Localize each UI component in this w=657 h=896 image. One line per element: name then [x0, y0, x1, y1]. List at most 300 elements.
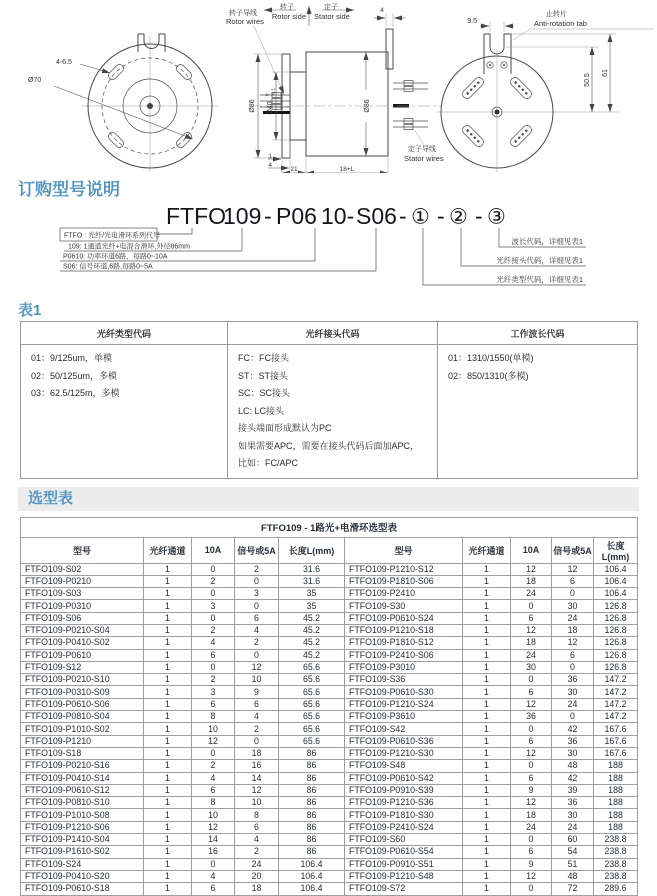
table1-body-row	[21, 345, 638, 479]
table-row	[21, 661, 638, 673]
value-cell: 0	[235, 735, 279, 747]
value-cell: 1	[463, 698, 511, 710]
value-cell: 1	[463, 797, 511, 809]
value-cell: 1	[463, 600, 511, 612]
value-cell: 12	[511, 747, 552, 759]
model-cell: FTFO109-P1210-S36	[345, 797, 463, 809]
value-cell: 65.6	[279, 723, 345, 735]
model-signal: S06	[356, 203, 397, 229]
value-cell: 188	[594, 809, 638, 821]
value-cell: 86	[279, 797, 345, 809]
value-cell: 1	[463, 883, 511, 895]
value-cell: 1	[144, 612, 192, 624]
value-cell: 1	[144, 883, 192, 895]
table1-header-fiber-type: 光纤类型代码	[21, 322, 228, 345]
value-cell: 51	[552, 858, 594, 870]
model-cell: FTFO109-P0610-S30	[345, 686, 463, 698]
table-row	[21, 612, 638, 624]
value-cell: 0	[235, 600, 279, 612]
table-row	[21, 711, 638, 723]
value-cell: 30	[511, 661, 552, 673]
value-cell: 1	[144, 661, 192, 673]
value-cell: 10	[235, 797, 279, 809]
value-cell: 36	[552, 797, 594, 809]
value-cell: 6	[552, 649, 594, 661]
model-cell: FTFO109-S03	[21, 588, 144, 600]
value-cell: 12	[235, 784, 279, 796]
value-cell: 60	[552, 834, 594, 846]
model-cell: FTFO109-P0610	[21, 649, 144, 661]
model-cell: FTFO109-S60	[345, 834, 463, 846]
rear-view-drawing	[437, 9, 654, 172]
value-cell: 1	[144, 772, 192, 784]
value-cell: 3	[192, 600, 235, 612]
value-cell: 1	[144, 747, 192, 759]
value-cell: 0	[235, 575, 279, 587]
value-cell: 1	[144, 624, 192, 636]
svg-text:-0.1: -0.1	[270, 88, 276, 96]
value-cell: 2	[192, 624, 235, 636]
value-cell: 4	[192, 870, 235, 882]
callout-connector: 光纤接头代码，详细见表1	[496, 256, 583, 265]
model-cell: FTFO109-P0810-S10	[21, 797, 144, 809]
svg-text:-: -	[437, 203, 445, 229]
table-cell-line: 01：1310/1550(单模)	[448, 353, 534, 363]
value-cell: 6	[511, 612, 552, 624]
model-cell: FTFO109-S42	[345, 723, 463, 735]
value-cell: 126.8	[594, 661, 638, 673]
value-cell: 18	[552, 624, 594, 636]
value-cell: 2	[192, 760, 235, 772]
model-cell: FTFO109-P0210-S16	[21, 760, 144, 772]
value-cell: 106.4	[594, 588, 638, 600]
value-cell: 188	[594, 772, 638, 784]
value-cell: 1	[463, 747, 511, 759]
value-cell: 289.6	[594, 883, 638, 895]
value-cell: 9	[235, 686, 279, 698]
svg-text:-: -	[264, 203, 272, 229]
svg-text:Ø40: Ø40	[267, 101, 274, 115]
stator-side-en: Stator side	[314, 12, 350, 21]
model-cell: FTFO109-P0210-S10	[21, 674, 144, 686]
value-cell: 12	[552, 637, 594, 649]
value-cell: 4	[235, 834, 279, 846]
callout-fiber-type: 光纤类型代码，详细见表1	[496, 275, 583, 284]
value-cell: 24	[552, 821, 594, 833]
value-cell: 24	[511, 649, 552, 661]
value-cell: 1	[463, 588, 511, 600]
value-cell: 1	[463, 760, 511, 772]
value-cell: 188	[594, 821, 638, 833]
value-cell: 188	[594, 784, 638, 796]
value-cell: 1	[144, 870, 192, 882]
value-cell: 12	[192, 735, 235, 747]
value-cell: 10	[192, 723, 235, 735]
value-cell: 188	[594, 760, 638, 772]
value-cell: 0	[511, 834, 552, 846]
value-cell: 2	[192, 674, 235, 686]
value-cell: 147.2	[594, 686, 638, 698]
model-cell: FTFO109-P0810-S04	[21, 711, 144, 723]
model-cell: FTFO109-S24	[21, 858, 144, 870]
value-cell: 0	[552, 661, 594, 673]
selection-table-title: FTFO109 - 1路光+电滑环选型表	[21, 517, 638, 537]
value-cell: 31.6	[279, 575, 345, 587]
value-cell: 6	[192, 698, 235, 710]
table-row	[21, 575, 638, 587]
model-cell: FTFO109-P0310-S09	[21, 686, 144, 698]
value-cell: 30	[552, 600, 594, 612]
value-cell: 0	[552, 711, 594, 723]
table-cell-line: SC：SC接头	[238, 388, 291, 398]
dim-tab-slot: 9.5	[467, 18, 477, 25]
model-power: P06	[276, 203, 317, 229]
model-cell: FTFO109-P1810-S30	[345, 809, 463, 821]
value-cell: 8	[192, 711, 235, 723]
value-cell: 1	[144, 711, 192, 723]
table1-header-wavelength: 工作波长代码	[438, 322, 638, 345]
header-fiber-channels: 光纤通道	[463, 537, 511, 563]
table-row	[21, 674, 638, 686]
table-row	[21, 797, 638, 809]
value-cell: 0	[552, 588, 594, 600]
table-cell-line: 如果需要APC，需要在接头代码后面加APC，	[238, 440, 420, 451]
value-cell: 6	[235, 612, 279, 624]
value-cell: 126.8	[594, 612, 638, 624]
value-cell: 12	[235, 661, 279, 673]
value-cell: 35	[279, 600, 345, 612]
value-cell: 12	[511, 698, 552, 710]
value-cell: 48	[552, 760, 594, 772]
value-cell: 1	[144, 834, 192, 846]
model-cell: FTFO109-S02	[21, 563, 144, 575]
value-cell: 16	[235, 760, 279, 772]
selection-table-body	[21, 563, 638, 895]
value-cell: 48	[552, 870, 594, 882]
value-cell: 86	[279, 846, 345, 858]
value-cell: 6	[511, 735, 552, 747]
value-cell: 1	[463, 858, 511, 870]
model-cell: FTFO109-P1810-S06	[345, 575, 463, 587]
value-cell: 9	[511, 784, 552, 796]
value-cell: 0	[511, 760, 552, 772]
value-cell: 1	[144, 858, 192, 870]
value-cell: 6	[235, 698, 279, 710]
svg-text:0: 0	[264, 93, 270, 96]
dim-outer-diameter: Ø70	[28, 77, 42, 84]
dim-length: 18+L	[339, 166, 355, 173]
table1-header-row	[21, 322, 638, 345]
header-model: 型号	[345, 537, 463, 563]
value-cell: 35	[279, 588, 345, 600]
model-cell: FTFO109-P2410	[345, 588, 463, 600]
value-cell: 238.8	[594, 858, 638, 870]
value-cell: 9	[511, 858, 552, 870]
table-row	[21, 563, 638, 575]
model-cell: FTFO109-P0610-S42	[345, 772, 463, 784]
table-row	[21, 588, 638, 600]
model-size: 109	[223, 203, 262, 229]
value-cell: 42	[552, 772, 594, 784]
value-cell: 3	[192, 686, 235, 698]
value-cell: 238.8	[594, 834, 638, 846]
header-length: 长度L(mm)	[594, 537, 638, 563]
value-cell: 86	[279, 747, 345, 759]
value-cell: 1	[463, 784, 511, 796]
selection-table-header-row	[21, 537, 638, 563]
value-cell: 126.8	[594, 637, 638, 649]
table-row	[21, 624, 638, 636]
model-cell: FTFO109-P0610-S36	[345, 735, 463, 747]
model-cell: FTFO109-P1210-S06	[21, 821, 144, 833]
header-10a: 10A	[511, 537, 552, 563]
value-cell: 2	[235, 563, 279, 575]
value-cell: 1	[463, 649, 511, 661]
value-cell: 65.6	[279, 661, 345, 673]
value-cell: 167.6	[594, 735, 638, 747]
table-row	[21, 637, 638, 649]
value-cell: 167.6	[594, 723, 638, 735]
selection-table-title-row	[21, 517, 638, 537]
selection-section-title: 选型表	[18, 487, 639, 511]
value-cell: 2	[235, 846, 279, 858]
value-cell: 10	[192, 809, 235, 821]
model-cell: FTFO109-P0610-S24	[345, 612, 463, 624]
model-callouts-right	[423, 228, 586, 285]
value-cell: 6	[235, 821, 279, 833]
value-cell: 65.6	[279, 735, 345, 747]
value-cell: 188	[594, 797, 638, 809]
value-cell: 72	[552, 883, 594, 895]
anti-rotation-tab-label-cn: 止转片	[546, 11, 567, 18]
value-cell: 65.6	[279, 674, 345, 686]
value-cell: 24	[511, 821, 552, 833]
model-cell: FTFO109-S48	[345, 760, 463, 772]
model-cell: FTFO109-P0610-S06	[21, 698, 144, 710]
value-cell: 1	[144, 649, 192, 661]
model-cell: FTFO109-P0410-S02	[21, 637, 144, 649]
value-cell: 106.4	[594, 575, 638, 587]
value-cell: 24	[552, 612, 594, 624]
model-power-amps: 10-	[321, 203, 355, 229]
technical-drawings	[0, 0, 657, 173]
model-code-2: ②	[449, 205, 468, 229]
rotor-side-en: Rotor side	[271, 12, 306, 21]
value-cell: 4	[192, 772, 235, 784]
value-cell: 6	[192, 883, 235, 895]
table1-connector-cell	[228, 345, 438, 479]
stator-wires-label-cn: 定子导线	[408, 146, 436, 153]
value-cell: 1	[463, 821, 511, 833]
header-signal-5a: 信号或5A	[552, 537, 594, 563]
ordering-section-title: 订购型号说明	[18, 180, 120, 199]
value-cell: 30	[552, 809, 594, 821]
model-cell: FTFO109-P1810-S12	[345, 637, 463, 649]
model-cell: FTFO109-P0410-S14	[21, 772, 144, 784]
dim-body-diameter: Ø86	[364, 99, 371, 113]
model-cell: FTFO109-P1210-S18	[345, 624, 463, 636]
value-cell: 106.4	[594, 563, 638, 575]
model-cell: FTFO109-P0210	[21, 575, 144, 587]
value-cell: 106.4	[279, 883, 345, 895]
value-cell: 12	[192, 821, 235, 833]
model-cell: FTFO109-P2410-S06	[345, 649, 463, 661]
dim-4: 4	[268, 162, 272, 169]
value-cell: 1	[463, 772, 511, 784]
value-cell: 18	[235, 883, 279, 895]
value-cell: 24	[511, 588, 552, 600]
value-cell: 42	[552, 723, 594, 735]
value-cell: 147.2	[594, 674, 638, 686]
model-series: FTFO	[166, 203, 227, 229]
value-cell: 1	[144, 600, 192, 612]
value-cell: 86	[279, 760, 345, 772]
value-cell: 6	[552, 575, 594, 587]
model-cell: FTFO109-P0610-S12	[21, 784, 144, 796]
value-cell: 24	[235, 858, 279, 870]
value-cell: 2	[235, 637, 279, 649]
value-cell: 45.2	[279, 612, 345, 624]
value-cell: 4	[192, 637, 235, 649]
center-hole	[147, 103, 153, 109]
callout-power: P0610: 功率环道6路，每路0~10A	[63, 253, 168, 261]
value-cell: 14	[235, 772, 279, 784]
model-code-3: ③	[487, 205, 506, 229]
value-cell: 1	[463, 735, 511, 747]
value-cell: 0	[235, 649, 279, 661]
table-row	[21, 834, 638, 846]
value-cell: 12	[511, 563, 552, 575]
model-cell: FTFO109-P1210-S30	[345, 747, 463, 759]
value-cell: 1	[144, 809, 192, 821]
value-cell: 1	[463, 686, 511, 698]
model-cell: FTFO109-P0910-S39	[345, 784, 463, 796]
model-cell: FTFO109-S18	[21, 747, 144, 759]
table-row	[21, 858, 638, 870]
value-cell: 86	[279, 834, 345, 846]
value-cell: 65.6	[279, 698, 345, 710]
value-cell: 0	[192, 612, 235, 624]
value-cell: 126.8	[594, 624, 638, 636]
table-row	[21, 600, 638, 612]
table-cell-line: FC：FC接头	[238, 353, 289, 363]
value-cell: 1	[463, 723, 511, 735]
value-cell: 126.8	[594, 649, 638, 661]
value-cell: 0	[192, 747, 235, 759]
callout-wavelength: 波长代码，详细见表1	[511, 237, 583, 246]
model-cell: FTFO109-P0410-S20	[21, 870, 144, 882]
header-signal-5a: 信号或5A	[235, 537, 279, 563]
rotor-wires-label-cn: 转子导线	[229, 10, 257, 17]
value-cell: 238.8	[594, 846, 638, 858]
table-cell-line: 02：850/1310(多模)	[448, 370, 529, 381]
table1-title: 表1	[18, 302, 42, 319]
value-cell: 126.8	[594, 600, 638, 612]
value-cell: 1	[144, 575, 192, 587]
value-cell: 12	[511, 870, 552, 882]
model-cell: FTFO109-S06	[21, 612, 144, 624]
header-length: 长度L(mm)	[279, 537, 345, 563]
value-cell: 12	[511, 624, 552, 636]
value-cell: 6	[511, 772, 552, 784]
header-10a: 10A	[192, 537, 235, 563]
table-row	[21, 735, 638, 747]
model-cell: FTFO109-P1210	[21, 735, 144, 747]
model-cell: FTFO109-P1210-S24	[345, 698, 463, 710]
value-cell: 86	[279, 772, 345, 784]
value-cell: 1	[144, 674, 192, 686]
model-cell: FTFO109-S72	[345, 883, 463, 895]
value-cell: 1	[144, 735, 192, 747]
value-cell: 54	[552, 846, 594, 858]
value-cell: 39	[552, 784, 594, 796]
svg-text:-: -	[475, 203, 483, 229]
value-cell: 1	[144, 821, 192, 833]
value-cell: 36	[552, 674, 594, 686]
value-cell: 16	[192, 846, 235, 858]
table-row	[21, 747, 638, 759]
model-cell: FTFO109-S30	[345, 600, 463, 612]
table-row	[21, 760, 638, 772]
stator-wires-label-en: Stator wires	[404, 154, 444, 163]
value-cell: 1	[463, 637, 511, 649]
value-cell: 0	[192, 661, 235, 673]
value-cell: 0	[511, 723, 552, 735]
table-cell-line: 比如：FC/APC	[238, 458, 299, 468]
model-code-1: ①	[411, 205, 430, 229]
value-cell: 0	[192, 563, 235, 575]
value-cell: 1	[463, 563, 511, 575]
value-cell: 1	[144, 723, 192, 735]
header-model: 型号	[21, 537, 144, 563]
table1-wavelength-cell	[438, 345, 638, 479]
value-cell: 36	[511, 711, 552, 723]
selection-table	[20, 517, 638, 896]
value-cell: 1	[463, 575, 511, 587]
value-cell: 86	[279, 809, 345, 821]
table-row	[21, 698, 638, 710]
table1-fiber-type-cell	[21, 345, 228, 479]
value-cell: 31.6	[279, 563, 345, 575]
table-row	[21, 870, 638, 882]
value-cell: 3	[235, 588, 279, 600]
model-cell: FTFO109-P1210-S48	[345, 870, 463, 882]
dim-tab-width: 4	[380, 7, 384, 14]
model-cell: FTFO109-P0910-S51	[345, 858, 463, 870]
value-cell: 18	[511, 809, 552, 821]
model-cell: FTFO109-P1210-S12	[345, 563, 463, 575]
stator-wires	[393, 81, 428, 130]
table-cell-line: 01：9/125um，单模	[31, 353, 113, 363]
value-cell: 0	[192, 858, 235, 870]
value-cell: 238.8	[594, 870, 638, 882]
model-cell: FTFO109-P1610-S02	[21, 846, 144, 858]
table-row	[21, 772, 638, 784]
value-cell: 1	[144, 637, 192, 649]
value-cell: 6	[511, 846, 552, 858]
rotor-side-cn: 转子	[280, 4, 294, 11]
value-cell: 4	[235, 624, 279, 636]
model-cell: FTFO109-P1010-S02	[21, 723, 144, 735]
value-cell: 18	[235, 747, 279, 759]
table-row	[21, 649, 638, 661]
value-cell: 8	[192, 797, 235, 809]
value-cell: 1	[463, 624, 511, 636]
value-cell: 18	[511, 575, 552, 587]
value-cell: 1	[144, 797, 192, 809]
model-cell: FTFO109-P0210-S04	[21, 624, 144, 636]
value-cell: 106.4	[279, 858, 345, 870]
